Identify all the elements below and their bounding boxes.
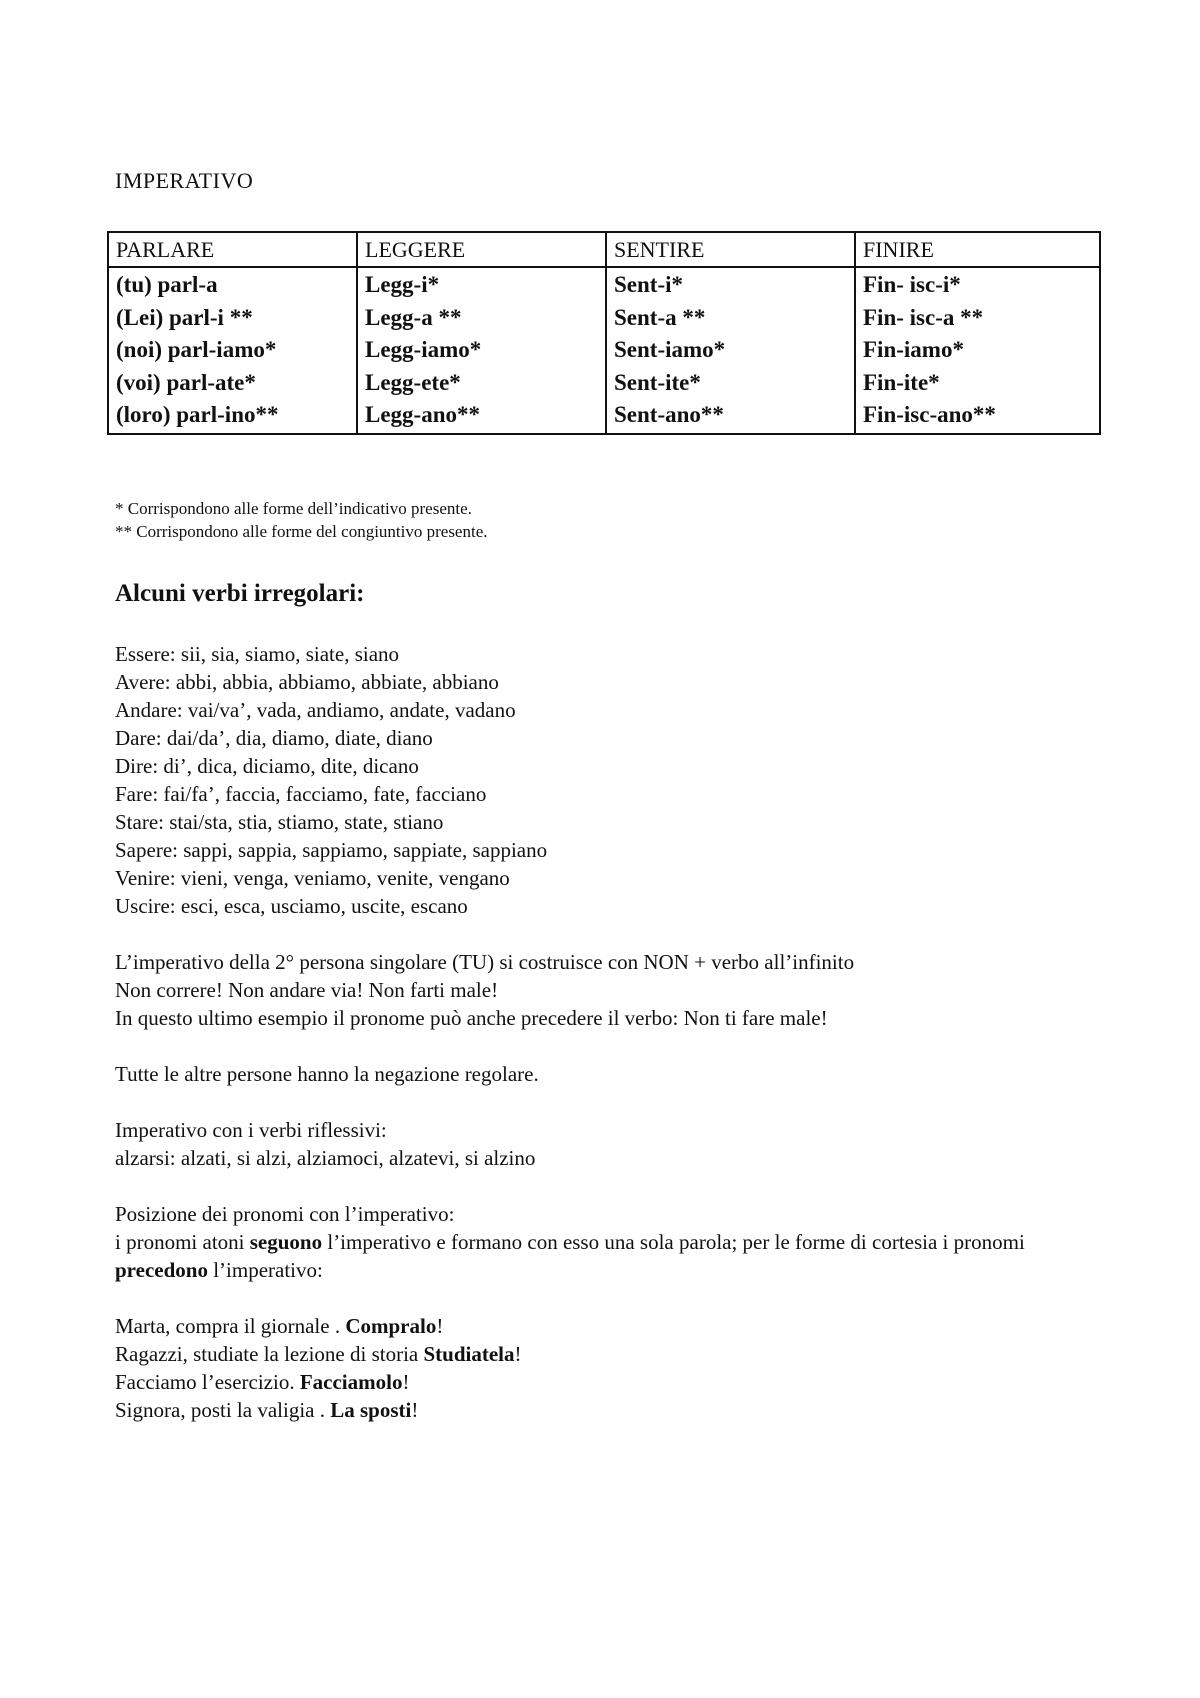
column-header: PARLARE <box>108 232 357 267</box>
verb-form: Legg-ano** <box>365 402 480 427</box>
paragraph-gap <box>115 1032 1105 1060</box>
irregular-verb-line: Avere: abbi, abbia, abbiamo, abbiate, abbiano <box>115 670 499 694</box>
irregular-verb-line: Stare: stai/sta, stia, stiamo, state, stiano <box>115 810 444 834</box>
example-text: Facciamo l’esercizio. <box>115 1370 300 1394</box>
table-cell-leggere <box>357 267 606 434</box>
table-cell-sentire <box>606 267 855 434</box>
negation-note: In questo ultimo esempio il pronome può anche precedere il verbo: Non ti fare male! <box>115 1006 828 1030</box>
example-text: Signora, posti la valigia . <box>115 1398 331 1422</box>
paragraph-gap <box>115 1088 1105 1116</box>
conjugation-table <box>107 231 1101 435</box>
example-bold: Facciamolo <box>299 1370 403 1394</box>
verb-form: Fin-ite* <box>863 369 940 395</box>
verb-form: (tu) parl-a <box>116 272 218 297</box>
section-heading: Alcuni verbi irregolari: <box>115 580 365 607</box>
column-header: FINIRE <box>855 232 1100 267</box>
page-title: IMPERATIVO <box>115 168 254 193</box>
example-end: ! <box>514 1342 522 1366</box>
example-end: ! <box>436 1314 444 1338</box>
example-end: ! <box>402 1370 410 1394</box>
irregular-verb-line: Venire: vieni, venga, veniamo, venite, vengano <box>115 866 510 890</box>
verb-form: Fin-iamo* <box>863 337 964 362</box>
example-bold: Studiatela <box>423 1342 515 1366</box>
example-bold: Compralo <box>345 1314 437 1338</box>
paragraph-gap <box>115 920 1105 948</box>
reflexive-title: Imperativo con i verbi riflessivi: <box>115 1118 387 1142</box>
pronouns-title: Posizione dei pronomi con l’imperativo: <box>115 1202 455 1226</box>
verb-form: Fin- isc-i* <box>863 272 961 297</box>
example-text: Marta, compra il giornale . <box>115 1314 346 1338</box>
pronoun-example <box>115 1340 1105 1368</box>
irregular-verb-line: Essere: sii, sia, siamo, siate, siano <box>115 642 400 666</box>
example-bold: La sposti <box>330 1398 412 1422</box>
verb-form: (loro) parl-ino** <box>116 402 279 427</box>
footnote: ** Corrispondono alle forme del congiuntivo presente. <box>115 522 488 541</box>
negation-rule: L’imperativo della 2° persona singolare (TU) si costruisce con NON + verbo all’infinito <box>115 950 855 974</box>
document-body <box>115 640 1105 1424</box>
verb-form: Sent-iamo* <box>614 337 726 362</box>
column-header: SENTIRE <box>606 232 855 267</box>
pronoun-example <box>115 1368 1105 1396</box>
rule-text: i pronomi atoni <box>115 1230 250 1254</box>
irregular-verb-line: Dire: di’, dica, diciamo, dite, dicano <box>115 754 419 778</box>
verb-form: (noi) parl-iamo* <box>116 337 277 362</box>
pronoun-example <box>115 1312 1105 1340</box>
negation-example: Non correre! Non andare via! Non farti male! <box>115 978 499 1002</box>
verb-form: Legg-ete* <box>365 369 461 395</box>
verb-form: Sent-a ** <box>614 304 706 330</box>
verb-form: Legg-i* <box>365 272 440 297</box>
verb-form: (Lei) parl-i ** <box>116 304 253 330</box>
rule-bold: precedono <box>115 1258 208 1282</box>
verb-form: Sent-ite* <box>614 369 701 395</box>
pronouns-rule <box>115 1228 1105 1284</box>
verb-form: Legg-a ** <box>365 304 462 330</box>
irregular-verb-line: Fare: fai/fa’, faccia, facciamo, fate, facciano <box>115 782 487 806</box>
rule-text: l’imperativo: <box>207 1258 323 1282</box>
irregular-verb-line: Sapere: sappi, sappia, sappiamo, sappiate, sappiano <box>115 838 548 862</box>
verb-form: Legg-iamo* <box>365 337 482 362</box>
table-cell-parlare <box>108 267 357 434</box>
table-header-row <box>108 232 1100 267</box>
irregular-verb-line: Dare: dai/da’, dia, diamo, diate, diano <box>115 726 433 750</box>
paragraph-gap <box>115 1172 1105 1200</box>
table-cell-finire <box>855 267 1100 434</box>
rule-bold: seguono <box>249 1230 323 1254</box>
verb-form: (voi) parl-ate* <box>116 369 256 395</box>
verb-form: Fin-isc-ano** <box>863 402 996 427</box>
verb-form: Sent-ano** <box>614 402 724 427</box>
footnotes <box>115 497 488 543</box>
table-row <box>108 267 1100 434</box>
paragraph-gap <box>115 1284 1105 1312</box>
example-end: ! <box>411 1398 419 1422</box>
footnote: * Corrispondono alle forme dell’indicativo presente. <box>115 499 472 518</box>
reflexive-example: alzarsi: alzati, si alzi, alziamoci, alzatevi, si alzino <box>115 1146 536 1170</box>
verb-form: Fin- isc-a ** <box>863 304 984 330</box>
pronoun-example <box>115 1396 1105 1424</box>
rule-text: l’imperativo e formano con esso una sola parola; per le forme di cortesia i pronomi <box>322 1230 1025 1254</box>
verb-form: Sent-i* <box>614 272 683 297</box>
negation-others: Tutte le altre persone hanno la negazione regolare. <box>115 1062 539 1086</box>
irregular-verb-line: Andare: vai/va’, vada, andiamo, andate, vadano <box>115 698 516 722</box>
irregular-verb-line: Uscire: esci, esca, usciamo, uscite, escano <box>115 894 468 918</box>
column-header: LEGGERE <box>357 232 606 267</box>
example-text: Ragazzi, studiate la lezione di storia <box>115 1342 424 1366</box>
